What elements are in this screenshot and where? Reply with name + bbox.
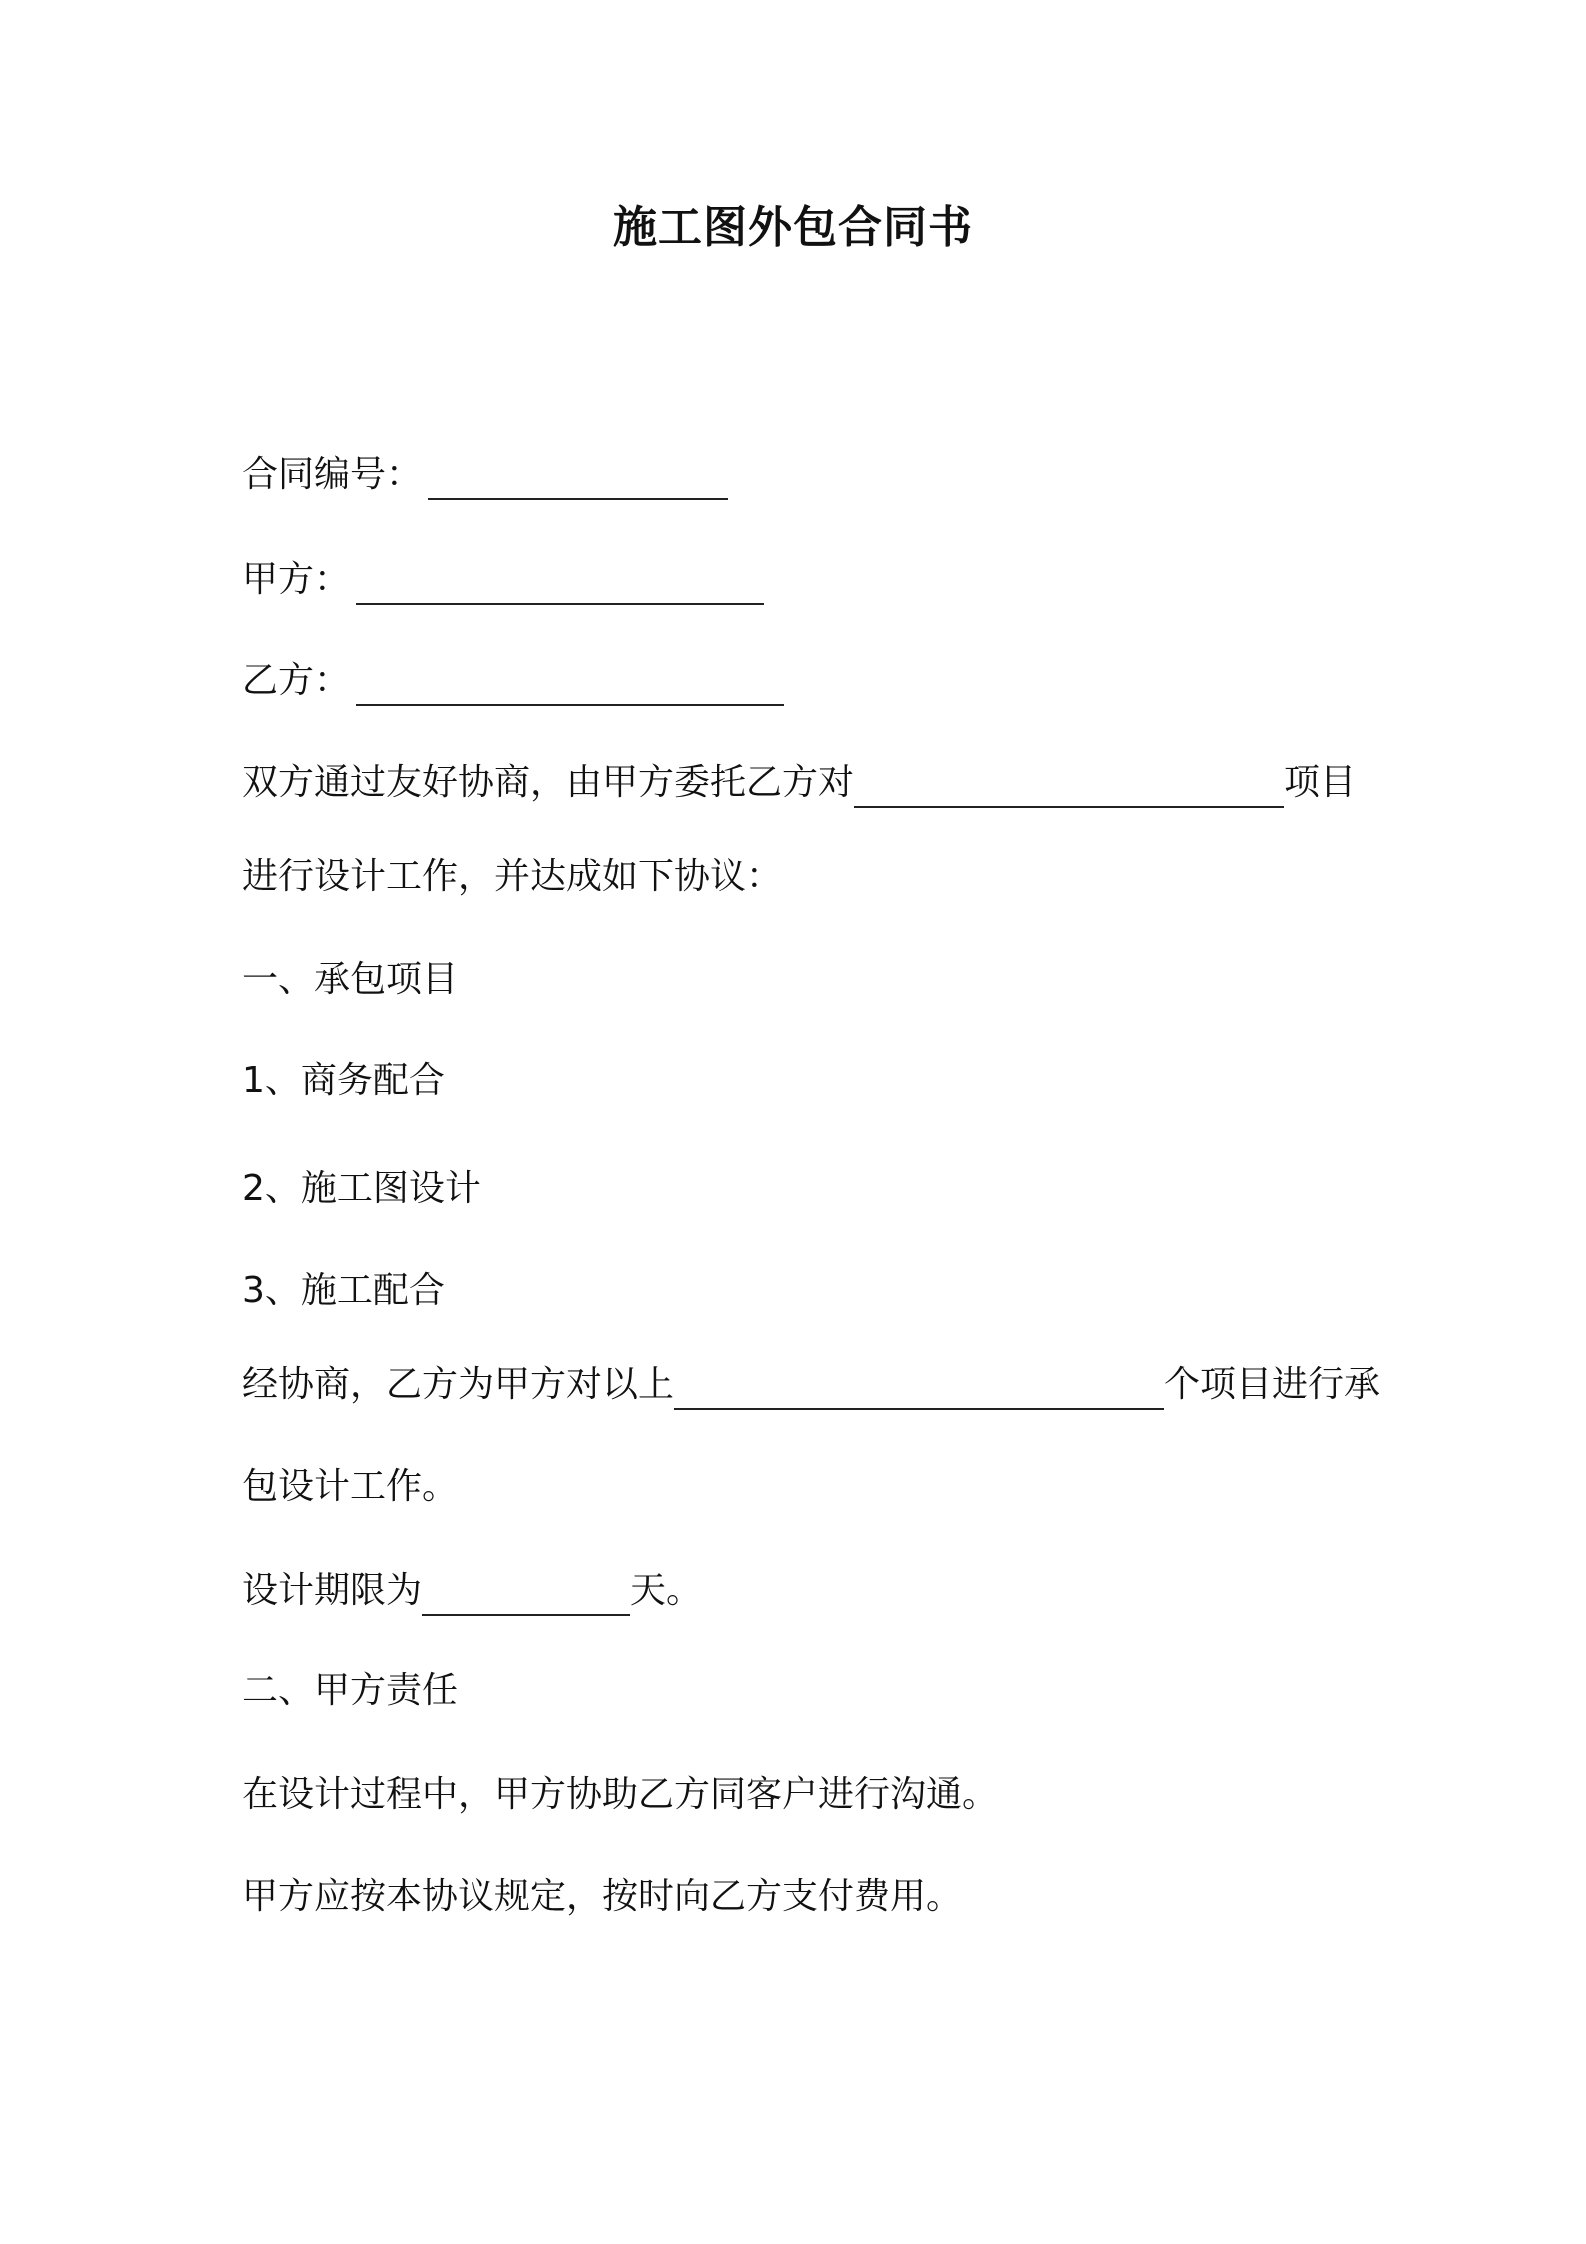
section-2-heading: 二、甲方责任: [242, 1670, 459, 1711]
design-period-text-1: 设计期限为: [242, 1570, 423, 1611]
party-a-line: [242, 555, 764, 605]
agreement-text-1: 经协商，乙方为甲方对以上: [242, 1364, 675, 1405]
party-a-label: 甲方：: [242, 559, 351, 600]
project-name-blank[interactable]: [854, 766, 1284, 808]
party-a-duty-2: 甲方应按本协议规定，按时向乙方支付费用。: [242, 1876, 963, 1917]
design-period-text-2: 天。: [630, 1570, 703, 1611]
intro-text-2: 项目: [1284, 762, 1357, 803]
party-a-duty-1: 在设计过程中，甲方协助乙方同客户进行沟通。: [242, 1774, 999, 1815]
project-count-blank[interactable]: [674, 1368, 1164, 1410]
list-item-construction: 3、施工配合: [242, 1270, 445, 1311]
agreement-line-1: [242, 1360, 1380, 1410]
intro-line-1: [242, 758, 1356, 808]
contract-number-label: 合同编号：: [242, 454, 423, 495]
intro-text-1: 双方通过友好协商，由甲方委托乙方对: [242, 762, 855, 803]
party-a-blank[interactable]: [356, 563, 764, 605]
agreement-line-2: 包设计工作。: [242, 1466, 459, 1507]
list-item-design: 2、施工图设计: [242, 1168, 481, 1209]
agreement-text-2: 个项目进行承: [1164, 1364, 1381, 1405]
document-title: 施工图外包合同书: [613, 202, 973, 253]
section-1-heading: 一、承包项目: [242, 959, 459, 1000]
party-b-blank[interactable]: [356, 664, 784, 706]
list-item-business: 1、商务配合: [242, 1060, 445, 1101]
contract-number-line: [242, 450, 728, 500]
intro-line-2: 进行设计工作，并达成如下协议：: [242, 856, 783, 897]
contract-number-blank[interactable]: [428, 458, 728, 500]
design-period-blank[interactable]: [422, 1574, 630, 1616]
design-period-line: [242, 1566, 702, 1616]
party-b-line: [242, 656, 784, 706]
party-b-label: 乙方：: [242, 660, 351, 701]
